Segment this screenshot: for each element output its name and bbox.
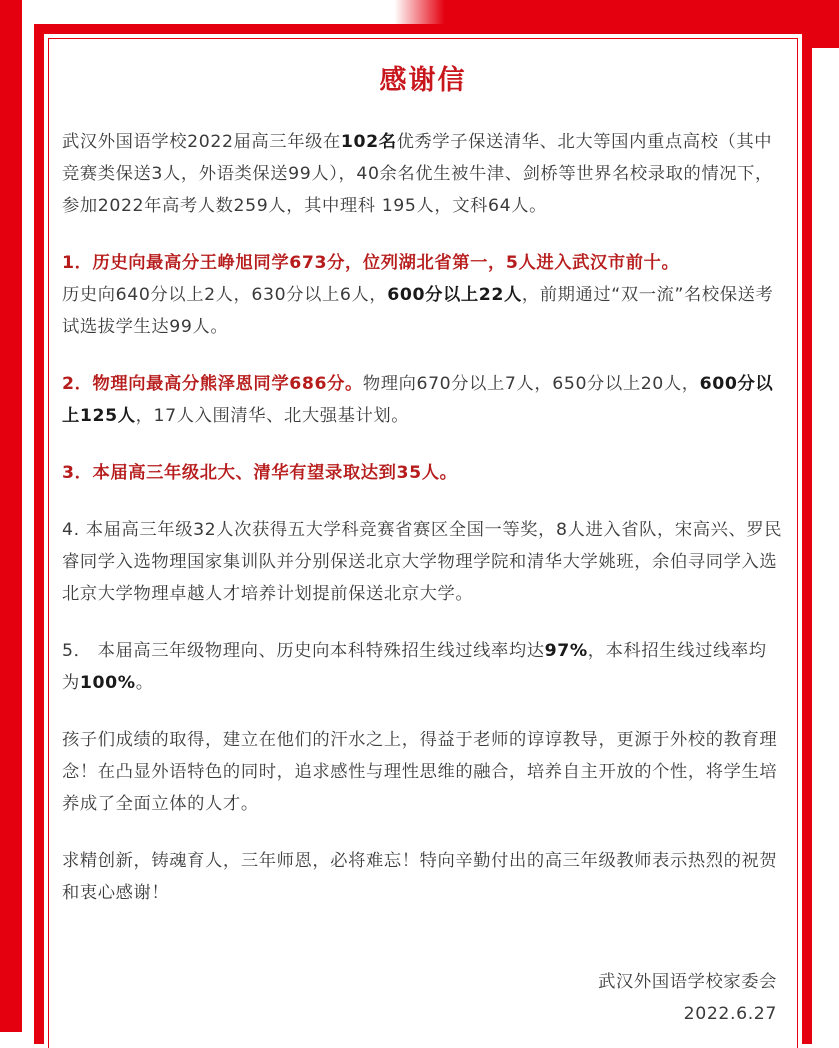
signature-date: 2022.6.27 xyxy=(683,1004,777,1024)
item-2-heading: 2．物理向最高分熊泽恩同学686分。 xyxy=(62,374,363,394)
achievement-item-1: 1．历史向最高分王峥旭同学673分，位列湖北省第一，5人进入武汉市前十。 历史向640分以上2人，630分以上6人，600分以上22人，前期通过“双一流”名校保送考试选拔学生达99人。 xyxy=(62,253,774,337)
achievement-item-4: 4. 本届高三年级32人次获得五大学科竞赛省赛区全国一等奖，8人进入省队，宋高兴、罗民睿同学入选物理国家集训队并分别保送北京大学物理学院和清华大学姚班，余伯寻同学入选北京大学物理卓越人才培养计划提前保送北京大学。 xyxy=(62,520,783,604)
left-red-accent-bar xyxy=(0,0,22,1032)
signature-org: 武汉外国语学校家委会 xyxy=(598,972,777,992)
closing-paragraph: 求精创新，铸魂育人，三年师恩，必将难忘！特向辛勤付出的高三年级教师表示热烈的祝贺和衷心感谢！ xyxy=(62,851,778,903)
letter-title: 感谢信 xyxy=(379,65,467,96)
achievement-item-3 xyxy=(62,457,784,489)
item-1-highlight: 600分以上22人 xyxy=(387,285,522,305)
thanks-paragraph: 孩子们成绩的取得，建立在他们的汗水之上，得益于老师的谆谆教导，更源于外校的教育理念！在凸显外语特色的同时，追求感性与理性思维的融合，培养自主开放的个性，将学生培养成了全面立体的人才。 xyxy=(62,730,778,814)
highlight-count: 102名 xyxy=(340,132,397,152)
achievement-item-5: 5． 本届高三年级物理向、历史向本科特殊招生线过线率均达97%，本科招生线过线率均为100%。 xyxy=(62,641,767,693)
letter-body xyxy=(62,126,784,934)
item-1-heading: 1．历史向最高分王峥旭同学673分，位列湖北省第一，5人进入武汉市前十。 xyxy=(62,253,680,273)
item-5-highlight-2: 100% xyxy=(79,673,136,693)
item-3-heading: 3．本届高三年级北大、清华有望录取达到35人。 xyxy=(62,463,458,483)
achievement-item-2: 2．物理向最高分熊泽恩同学686分。物理向670分以上7人，650分以上20人，600分以上125人，17人入围清华、北大强基计划。 xyxy=(62,374,774,426)
item-2-highlight: 600分以上125人 xyxy=(62,374,774,426)
intro-paragraph: 武汉外国语学校2022届高三年级在102名优秀学子保送清华、北大等国内重点高校（其中竞赛类保送3人，外语类保送99人），40余名优生被牛津、剑桥等世界名校录取的情况下，参加2022年高考人数259人，其中理科 195人，文科64人。 xyxy=(62,132,773,216)
item-5-highlight-1: 97% xyxy=(544,641,588,661)
signature-block xyxy=(598,966,777,1030)
